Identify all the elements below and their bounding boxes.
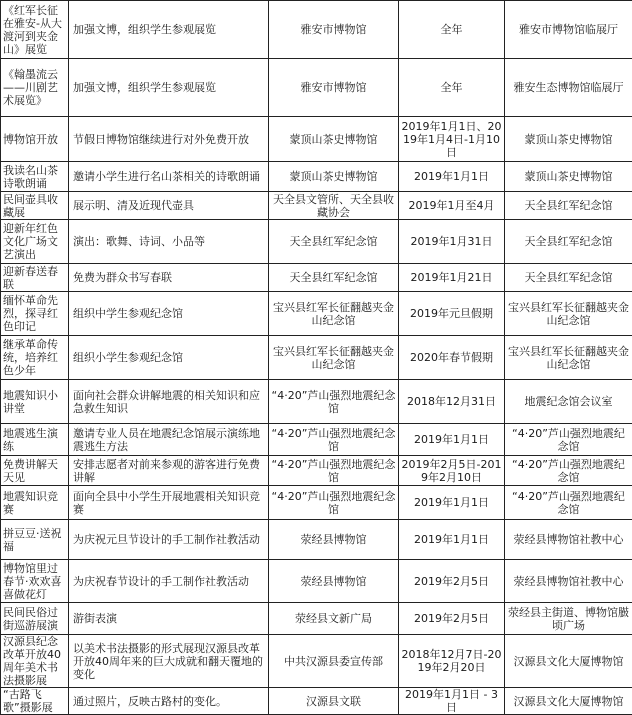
activity-content-cell: 为庆祝春节设计的手工制作社教活动 — [69, 560, 269, 603]
activity-name-cell: 免费讲解天天见 — [1, 456, 69, 486]
table-row — [1, 520, 632, 560]
venue-cell: 宝兴县红军长征翻越夹金山纪念馆 — [505, 292, 632, 336]
time-cell: 2019年2月5日-2019年2月10日 — [399, 456, 505, 486]
table-row — [1, 424, 632, 456]
activity-name-cell: 地震知识竞赛 — [1, 486, 69, 520]
table-row — [1, 192, 632, 220]
organizer-cell: “4·20”芦山强烈地震纪念馆 — [269, 456, 399, 486]
activity-content-cell: 组织中学生参观纪念馆 — [69, 292, 269, 336]
organizer-cell: 荥经县博物馆 — [269, 520, 399, 560]
venue-cell: 蒙顶山茶史博物馆 — [505, 117, 632, 162]
activity-content-cell: 加强文博，组织学生参观展览 — [69, 59, 269, 117]
table-row — [1, 688, 632, 715]
table-row — [1, 59, 632, 117]
venue-cell: 宝兴县红军长征翻越夹金山纪念馆 — [505, 336, 632, 380]
activity-name-cell: “古路飞歌”摄影展 — [1, 688, 69, 715]
activity-content-cell: 面向社会群众讲解地震的相关知识和应急救生知识 — [69, 380, 269, 424]
time-cell: 2018年12月7日-2019年2月20日 — [399, 635, 505, 688]
activity-content-cell: 面向全县中小学生开展地震相关知识竞赛 — [69, 486, 269, 520]
table-row — [1, 162, 632, 192]
time-cell: 2019年2月5日 — [399, 560, 505, 603]
time-cell: 全年 — [399, 59, 505, 117]
activity-name-cell: 缅怀革命先烈，探寻红色印记 — [1, 292, 69, 336]
activity-content-cell: 安排志愿者对前来参观的游客进行免费讲解 — [69, 456, 269, 486]
venue-cell: 汉源县文化大厦博物馆 — [505, 688, 632, 715]
activity-content-cell: 通过照片，反映古路村的变化。 — [69, 688, 269, 715]
activity-content-cell: 免费为群众书写春联 — [69, 264, 269, 292]
activity-content-cell: 展示明、清及近现代壶具 — [69, 192, 269, 220]
activity-name-cell: 《翰墨流云——川剧艺术展览》 — [1, 59, 69, 117]
table-row — [1, 264, 632, 292]
table-row — [1, 560, 632, 603]
venue-cell: 雅安市博物馆临展厅 — [505, 1, 632, 59]
organizer-cell: 天全县红军纪念馆 — [269, 264, 399, 292]
activity-name-cell: 汉源县纪念改革开放40周年美术书法摄影展 — [1, 635, 69, 688]
organizer-cell: 宝兴县红军长征翻越夹金山纪念馆 — [269, 336, 399, 380]
activity-table-body — [1, 1, 632, 715]
time-cell: 2019年1月31日 — [399, 220, 505, 264]
venue-cell: 天全县红军纪念馆 — [505, 192, 632, 220]
activity-content-cell: 以美术书法摄影的形式展现汉源县改革开放40周年来的巨大成就和翻天覆地的变化 — [69, 635, 269, 688]
activity-name-cell: 民间壶具收藏展 — [1, 192, 69, 220]
time-cell: 2018年12月31日 — [399, 380, 505, 424]
venue-cell: 荥经县博物馆社教中心 — [505, 560, 632, 603]
activity-name-cell: 地震逃生演练 — [1, 424, 69, 456]
organizer-cell: “4·20”芦山强烈地震纪念馆 — [269, 424, 399, 456]
organizer-cell: 雅安市博物馆 — [269, 59, 399, 117]
time-cell: 2019年1月1日 — [399, 424, 505, 456]
organizer-cell: 荥经县文新广局 — [269, 603, 399, 635]
venue-cell: “4·20”芦山强烈地震纪念馆 — [505, 424, 632, 456]
venue-cell: 荥经县主街道、博物馆臌顷广场 — [505, 603, 632, 635]
activity-name-cell: 民间民俗过街巡游展演 — [1, 603, 69, 635]
activity-content-cell: 邀请专业人员在地震纪念馆展示演练地震逃生方法 — [69, 424, 269, 456]
activity-content-cell: 为庆祝元旦节设计的手工制作社教活动 — [69, 520, 269, 560]
venue-cell: “4·20”芦山强烈地震纪念馆 — [505, 456, 632, 486]
venue-cell: 天全县红军纪念馆 — [505, 264, 632, 292]
table-row — [1, 336, 632, 380]
time-cell: 2019年2月5日 — [399, 603, 505, 635]
table-row — [1, 456, 632, 486]
table-row — [1, 292, 632, 336]
activity-name-cell: 博物馆开放 — [1, 117, 69, 162]
activity-name-cell: 我读名山茶诗歌朗诵 — [1, 162, 69, 192]
organizer-cell: 汉源县文联 — [269, 688, 399, 715]
table-row — [1, 1, 632, 59]
activity-content-cell: 加强文博，组织学生参观展览 — [69, 1, 269, 59]
venue-cell: 荥经县博物馆社教中心 — [505, 520, 632, 560]
time-cell: 全年 — [399, 1, 505, 59]
venue-cell: “4·20”芦山强烈地震纪念馆 — [505, 486, 632, 520]
activity-content-cell: 组织小学生参观纪念馆 — [69, 336, 269, 380]
time-cell: 2019年元旦假期 — [399, 292, 505, 336]
table-row — [1, 635, 632, 688]
time-cell: 2019年1月1日 - 3日 — [399, 688, 505, 715]
activity-content-cell: 邀请小学生进行名山茶相关的诗歌朗诵 — [69, 162, 269, 192]
organizer-cell: 天全县文管所、天全县收藏协会 — [269, 192, 399, 220]
organizer-cell: 宝兴县红军长征翻越夹金山纪念馆 — [269, 292, 399, 336]
activity-content-cell: 演出：歌舞、诗词、小品等 — [69, 220, 269, 264]
time-cell: 2019年1月1日、2019年1月4日-1月10日 — [399, 117, 505, 162]
venue-cell: 雅安生态博物馆临展厅 — [505, 59, 632, 117]
activity-name-cell: 《红军长征在雅安-从大渡河到夹金山》展览 — [1, 1, 69, 59]
time-cell: 2019年1月1日 — [399, 162, 505, 192]
activity-name-cell: 拼豆豆·送祝福 — [1, 520, 69, 560]
venue-cell: 汉源县文化大厦博物馆 — [505, 635, 632, 688]
venue-cell: 蒙顶山茶史博物馆 — [505, 162, 632, 192]
table-row — [1, 380, 632, 424]
activity-name-cell: 继承革命传统，培养红色少年 — [1, 336, 69, 380]
table-row — [1, 486, 632, 520]
organizer-cell: 蒙顶山茶史博物馆 — [269, 117, 399, 162]
organizer-cell: “4·20”芦山强烈地震纪念馆 — [269, 380, 399, 424]
activity-name-cell: 地震知识小讲堂 — [1, 380, 69, 424]
time-cell: 2020年春节假期 — [399, 336, 505, 380]
organizer-cell: 蒙顶山茶史博物馆 — [269, 162, 399, 192]
table-row — [1, 220, 632, 264]
table-row — [1, 117, 632, 162]
organizer-cell: 中共汉源县委宣传部 — [269, 635, 399, 688]
activity-content-cell: 节假日博物馆继续进行对外免费开放 — [69, 117, 269, 162]
time-cell: 2019年1月至4月 — [399, 192, 505, 220]
venue-cell: 地震纪念馆会议室 — [505, 380, 632, 424]
venue-cell: 天全县红军纪念馆 — [505, 220, 632, 264]
activity-name-cell: 博物馆里过春节·欢欢喜喜做花灯 — [1, 560, 69, 603]
activity-name-cell: 迎新春送春联 — [1, 264, 69, 292]
organizer-cell: 雅安市博物馆 — [269, 1, 399, 59]
activity-content-cell: 游街表演 — [69, 603, 269, 635]
organizer-cell: “4·20”芦山强烈地震纪念馆 — [269, 486, 399, 520]
time-cell: 2019年1月1日 — [399, 486, 505, 520]
activity-name-cell: 迎新年红色文化广场文艺演出 — [1, 220, 69, 264]
time-cell: 2019年1月21日 — [399, 264, 505, 292]
organizer-cell: 天全县红军纪念馆 — [269, 220, 399, 264]
table-row — [1, 603, 632, 635]
organizer-cell: 荥经县博物馆 — [269, 560, 399, 603]
time-cell: 2019年1月1日 — [399, 520, 505, 560]
